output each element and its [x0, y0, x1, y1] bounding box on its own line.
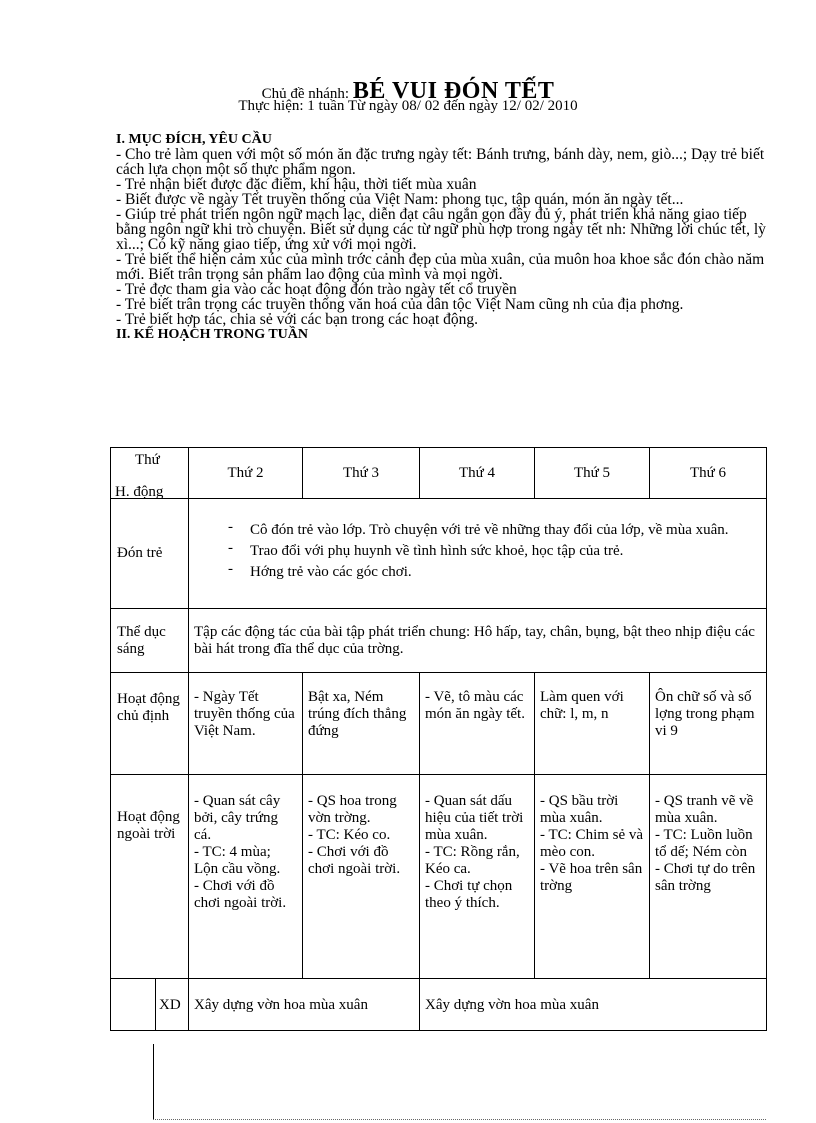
day-header: Thứ 6	[650, 448, 767, 499]
table-cell: - QS tranh vẽ về mùa xuân. - TC: Luồn luồn tổ dế; Ném còn - Chơi tự do trên sân trờng	[650, 775, 767, 979]
goal-item: - Giúp trẻ phát triển ngôn ngữ mạch lạc, diễn đạt câu ngắn gọn đầy đủ ý, phát triển khả năng giao tiếp bằng ngôn ngữ khi trò chuyện. Biết sử dụng các từ ngữ phù hợp trong ngày tết nh: Những lời chúc tết, lỳ xì...; Có kỹ năng giao tiếp, ứng xử với mọi ngời.	[116, 206, 766, 253]
don-tre-list	[194, 522, 761, 581]
xd-label-cell	[111, 979, 189, 1031]
table-cell: - QS bầu trời mùa xuân. - TC: Chim sẻ và mèo con. - Vẽ hoa trên sân trờng	[535, 775, 650, 979]
table-cell: Làm quen với chữ: l, m, n	[535, 673, 650, 775]
goal-item: - Trẻ biết trân trọng các truyền thống văn hoá của dân tộc Việt Nam cũng nh của địa phơng.	[116, 296, 684, 313]
the-duc-cell: Tập các động tác của bài tập phát triển chung: Hô hấp, tay, chân, bụng, bật theo nhịp điệu các bài hát trong đĩa thể dục của trờng.	[189, 609, 767, 673]
goal-item: - Trẻ biết thể hiện cảm xúc của mình trớc cảnh đẹp của mùa xuân, của muôn hoa khoe sắc đón chào năm mới. Biết trân trọng sản phẩm lao động của mình và mọi ngời.	[116, 251, 765, 283]
table-row-the-duc	[111, 609, 767, 673]
theme-label: Chủ đề nhánh:	[261, 86, 350, 102]
goal-item: - Biết được về ngày Tết truyền thống của Việt Nam: phong tục, tập quán, món ăn ngày tết...	[116, 191, 684, 208]
table-cell: Xây dựng vờn hoa mùa xuân	[189, 979, 420, 1031]
section2-heading: II. KẾ HOẠCH TRONG TUẦN	[116, 327, 309, 342]
goal-item: - Trẻ đợc tham gia vào các hoạt động đón trào ngày tết cổ truyền	[116, 281, 517, 298]
list-item: - Cô đón trẻ vào lớp. Trò chuyện với trẻ về những thay đổi của lớp, về mùa xuân.	[250, 522, 761, 539]
row-label: Thể dục sáng	[111, 609, 189, 673]
table-cell: - QS hoa trong vờn trờng. - TC: Kéo co. - Chơi với đồ chơi ngoài trời.	[303, 775, 420, 979]
table-row-ngoai-troi	[111, 775, 767, 979]
day-header: Thứ 5	[535, 448, 650, 499]
table-header-row	[111, 448, 767, 499]
goal-item: - Trẻ biết hợp tác, chia sẻ với các bạn trong các hoạt động.	[116, 311, 479, 328]
theme-title: BÉ VUI ĐÓN TẾT	[352, 78, 555, 104]
row-label: XD	[159, 997, 181, 1013]
don-tre-cell	[189, 499, 767, 609]
table-cell: Xây dựng vờn hoa mùa xuân	[420, 979, 767, 1031]
list-item: - Trao đổi với phụ huynh về tình hình sức khoẻ, học tập của trẻ.	[250, 543, 761, 560]
divider	[155, 979, 156, 1030]
goals-section	[116, 132, 766, 342]
row-label: Hoạt động chủ định	[111, 673, 189, 775]
date-range: Thực hiện: 1 tuần Từ ngày 08/ 02 đến ngày 12/ 02/ 2010	[238, 98, 578, 114]
divider	[153, 1119, 766, 1120]
table-row-chu-dinh	[111, 673, 767, 775]
table-cell: - Quan sát dấu hiệu của tiết trời mùa xuân. - TC: Rồng rắn, Kéo ca. - Chơi tự chọn theo ý thích.	[420, 775, 535, 979]
table-row-xd	[111, 979, 767, 1031]
row-label: Hoạt động ngoài trời	[111, 775, 189, 979]
table-row-don-tre	[111, 499, 767, 609]
section1-heading: I. MỤC ĐÍCH, YÊU CẦU	[116, 132, 272, 147]
goal-item: - Cho trẻ làm quen với một số món ăn đặc trưng ngày tết: Bánh trưng, bánh dày, nem, giò...; Dạy trẻ biết cách lựa chọn một số thực phẩm ngon.	[116, 146, 765, 178]
table-cell: - Quan sát cây bởi, cây trứng cá. - TC: 4 mùa; Lộn cầu vồng. - Chơi với đồ chơi ngoài trời.	[189, 775, 303, 979]
table-cell: Bật xa, Ném trúng đích thẳng đứng	[303, 673, 420, 775]
goal-item: - Trẻ nhận biết được đặc điểm, khí hậu, thời tiết mùa xuân	[116, 176, 477, 193]
row-label: Đón trẻ	[111, 499, 189, 609]
corner-activity-label: H. động	[115, 484, 164, 500]
weekly-plan-table	[110, 447, 767, 1031]
day-header: Thứ 3	[303, 448, 420, 499]
table-cell: - Ngày Tết truyền thống của Việt Nam.	[189, 673, 303, 775]
table-cell: - Vẽ, tô màu các món ăn ngày tết.	[420, 673, 535, 775]
day-header: Thứ 4	[420, 448, 535, 499]
divider	[153, 1044, 154, 1120]
table-cell: Ôn chữ số và số lợng trong phạm vi 9	[650, 673, 767, 775]
day-header: Thứ 2	[189, 448, 303, 499]
list-item: - Hớng trẻ vào các góc chơi.	[250, 564, 761, 581]
corner-day-label: Thứ	[135, 452, 160, 468]
corner-cell	[111, 448, 189, 499]
